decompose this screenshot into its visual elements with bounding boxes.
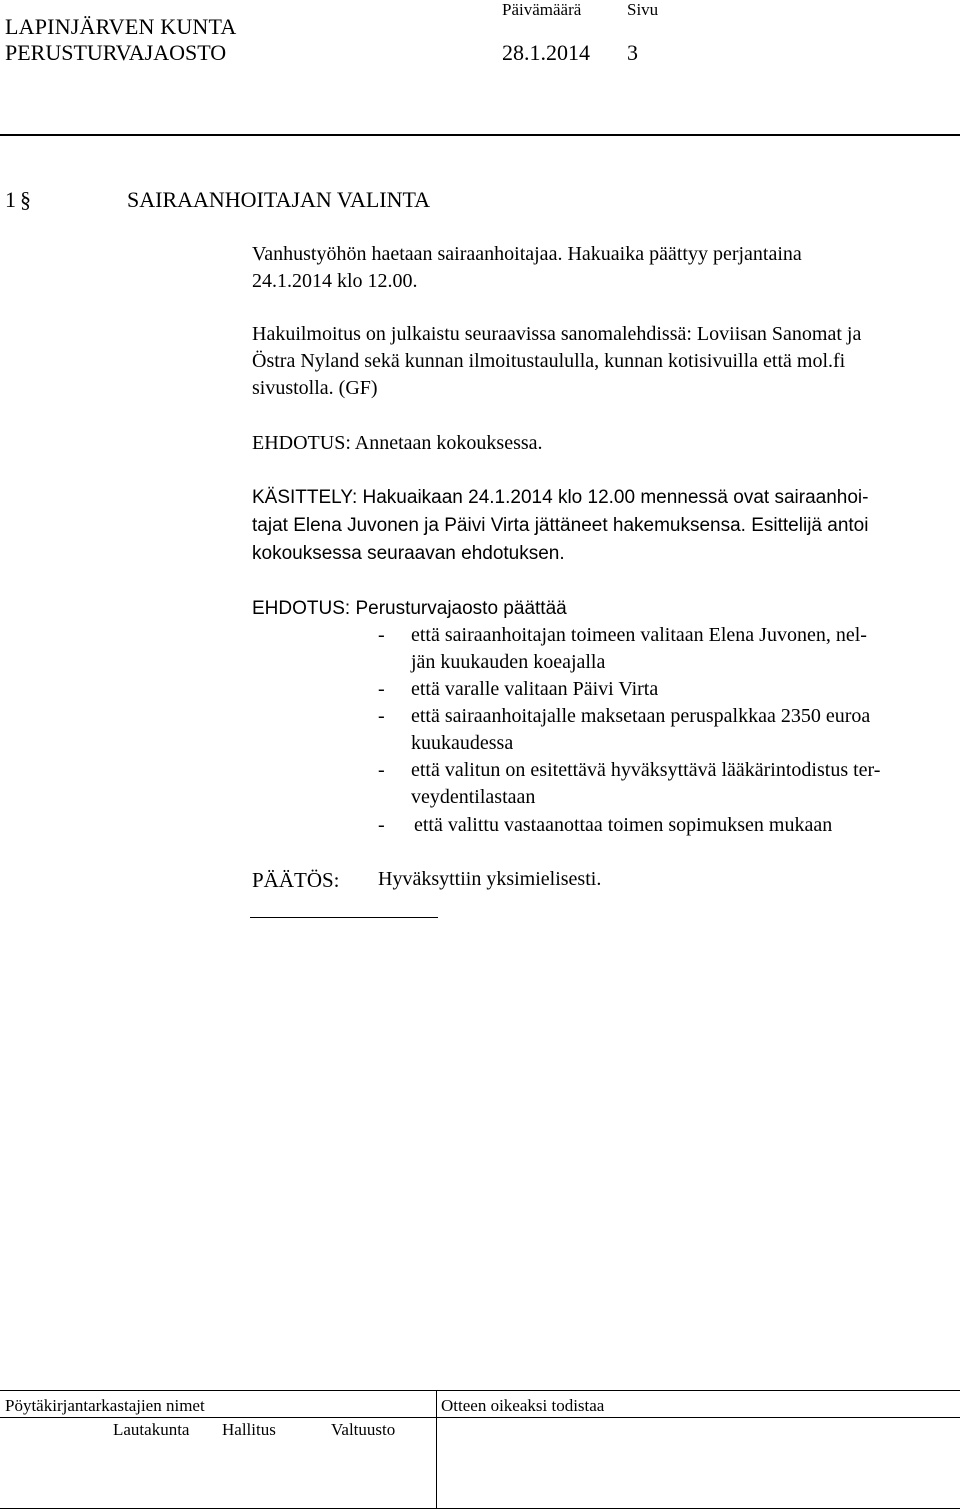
bullet-text: että sairaanhoitajan toimeen valitaan Elena Juvonen, nel- [411, 624, 867, 646]
footer-column-divider [436, 1390, 437, 1508]
footer-bottom-border [0, 1508, 960, 1509]
bullet-text: kuukaudessa [411, 732, 514, 754]
footer-council-label: Valtuusto [331, 1420, 396, 1439]
decision-text: Hyväksyttiin yksimielisesti. [378, 868, 602, 890]
intro-line: 24.1.2014 klo 12.00. [252, 270, 418, 292]
footer-top-border [0, 1390, 960, 1391]
date-label: Päivämäärä [502, 0, 582, 19]
advert-line: Östra Nyland sekä kunnan ilmoitustaululla, kunnan kotisivuilla että mol.fi [252, 350, 846, 372]
proposal-first: EHDOTUS: Annetaan kokouksessa. [252, 432, 543, 454]
bullet-dash: - [378, 705, 385, 727]
bullet-dash: - [378, 624, 385, 646]
bullet-text: että sairaanhoitajalle maksetaan peruspalkkaa 2350 euroa [411, 705, 871, 727]
decision-underline [250, 917, 438, 918]
advert-line: Hakuilmoitus on julkaistu seuraavissa sanomalehdissä: Loviisan Sanomat ja [252, 323, 862, 345]
footer-government-label: Hallitus [222, 1420, 276, 1439]
department-name: PERUSTURVAJAOSTO [5, 40, 227, 65]
footer-certify-label: Otteen oikeaksi todistaa [441, 1396, 605, 1415]
footer-checkers-label: Pöytäkirjantarkastajien nimet [5, 1396, 205, 1415]
bullet-text: että valitun on esitettävä hyväksyttävä lääkärintodistus ter- [411, 759, 881, 781]
page-number: 3 [627, 40, 638, 65]
footer-middle-border [0, 1417, 960, 1418]
page-label: Sivu [627, 0, 659, 19]
section-number: 1 [5, 187, 16, 212]
section-sign: § [20, 187, 31, 212]
intro-line: Vanhustyöhön haetaan sairaanhoitajaa. Hakuaika päättyy perjantaina [252, 243, 802, 265]
handling-line: kokouksessa seuraavan ehdotuksen. [252, 543, 565, 564]
section-title: SAIRAANHOITAJAN VALINTA [127, 187, 431, 212]
header-divider [0, 134, 960, 136]
bullet-dash: - [378, 814, 385, 836]
bullet-text: että varalle valitaan Päivi Virta [411, 678, 659, 700]
bullet-text: että valittu vastaanottaa toimen sopimuksen mukaan [414, 814, 833, 836]
bullet-dash: - [378, 759, 385, 781]
bullet-text: veydentilastaan [411, 786, 536, 808]
bullet-dash: - [378, 678, 385, 700]
proposal-second-heading: EHDOTUS: Perusturvajaosto päättää [252, 598, 567, 619]
advert-line: sivustolla. (GF) [252, 377, 378, 399]
handling-line: KÄSITTELY: Hakuaikaan 24.1.2014 klo 12.00 mennessä ovat sairaanhoi- [252, 487, 869, 508]
organization-name: LAPINJÄRVEN KUNTA [5, 14, 237, 39]
bullet-text: jän kuukauden koeajalla [411, 651, 606, 673]
decision-label: PÄÄTÖS: [252, 868, 340, 892]
handling-line: tajat Elena Juvonen ja Päivi Virta jättäneet hakemuksensa. Esittelijä antoi [252, 515, 869, 536]
footer-board-label: Lautakunta [113, 1420, 190, 1439]
date-value: 28.1.2014 [502, 40, 590, 65]
